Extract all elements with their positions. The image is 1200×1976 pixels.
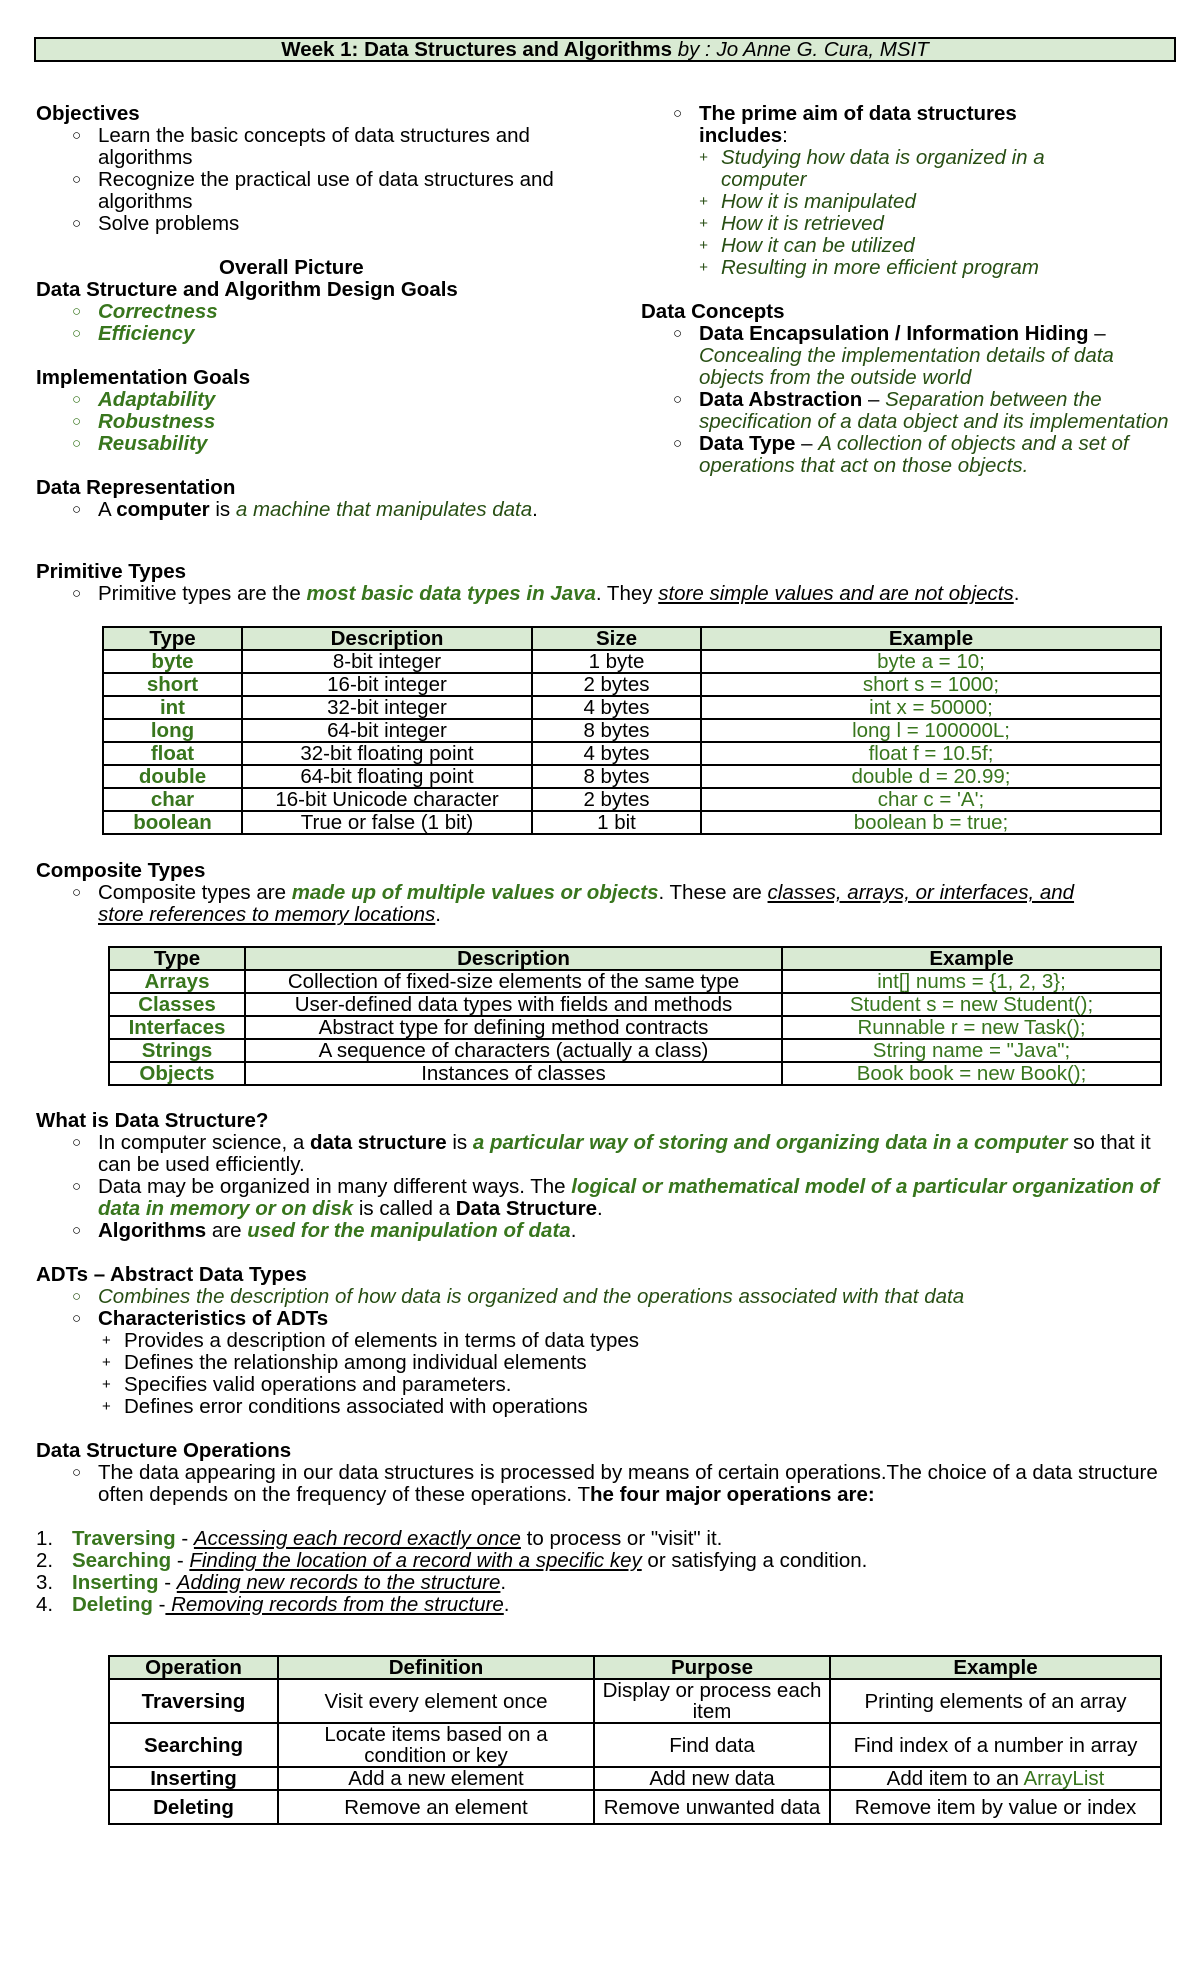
data-representation-heading: Data Representation — [36, 476, 236, 499]
column-header: Purpose — [594, 1656, 830, 1679]
what-is-ds-list — [72, 1132, 1172, 1242]
prime-aim-list — [673, 103, 1093, 279]
list-item: ○ Efficiency — [72, 323, 596, 345]
list-item: + How it can be utilized — [695, 235, 1093, 257]
list-item: ○ The prime aim of data structures includes: + Studying how data is organized in a computer + How it is manipulated + How it is retrieved + How it can be utilized + Resulting in more efficient program — [673, 103, 1093, 279]
table-cell: Display or process each item — [594, 1679, 830, 1723]
table-cell: 8 bytes — [532, 719, 701, 742]
list-item: + Studying how data is organized in a computer — [695, 147, 1093, 191]
table-cell: Find data — [594, 1723, 830, 1767]
table-row — [103, 673, 1161, 696]
table-cell: Searching — [109, 1723, 278, 1767]
list-item: + Provides a description of elements in terms of data types — [98, 1330, 1176, 1352]
table-cell: Find index of a number in array — [830, 1723, 1161, 1767]
column-header: Type — [103, 627, 242, 650]
column-header: Example — [782, 947, 1161, 970]
table-cell: byte a = 10; — [701, 650, 1161, 673]
table-row — [109, 1679, 1161, 1723]
overall-picture-heading: Overall Picture — [219, 256, 364, 279]
list-item: ○ Correctness — [72, 301, 596, 323]
table-row — [103, 788, 1161, 811]
table-cell: Remove an element — [278, 1790, 594, 1824]
table-cell: Remove item by value or index — [830, 1790, 1161, 1824]
table-row — [109, 1723, 1161, 1767]
table-cell: Interfaces — [109, 1016, 245, 1039]
table-cell: 2 bytes — [532, 673, 701, 696]
document-title — [34, 37, 1176, 62]
title-text: Week 1: Data Structures and Algorithms — [281, 38, 672, 61]
table-row — [103, 811, 1161, 834]
composite-types-table — [108, 946, 1162, 1086]
primitive-types-section — [36, 561, 1176, 605]
list-item: ○ Robustness — [72, 411, 596, 433]
table-cell: User-defined data types with fields and methods — [245, 993, 782, 1016]
column-header: Description — [242, 627, 532, 650]
design-goals-list — [72, 301, 596, 345]
table-cell: int — [103, 696, 242, 719]
list-item: 2. Searching - Finding the location of a record with a specific key or satisfying a condition. — [36, 1549, 868, 1572]
list-item: ○ Data Abstraction – Separation between the specification of a data object and its implementation — [673, 389, 1173, 433]
composite-types-heading: Composite Types — [36, 859, 206, 882]
table-header-row — [103, 627, 1161, 650]
table-cell: Deleting — [109, 1790, 278, 1824]
operations-intro — [72, 1462, 1172, 1506]
table-cell: Printing elements of an array — [830, 1679, 1161, 1723]
table-cell: 64-bit floating point — [242, 765, 532, 788]
list-item: ○ The data appearing in our data structures is processed by means of certain operations.The choice of a data structure often depends on the frequency of these operations. The four major operations are: — [72, 1462, 1172, 1506]
operations-numbered-list — [36, 1528, 1176, 1616]
table-cell: Runnable r = new Task(); — [782, 1016, 1161, 1039]
what-is-ds-heading: What is Data Structure? — [36, 1109, 269, 1132]
composite-types-section — [36, 860, 1176, 926]
table-cell: Remove unwanted data — [594, 1790, 830, 1824]
table-cell: 8 bytes — [532, 765, 701, 788]
table-cell: char — [103, 788, 242, 811]
table-cell: 32-bit floating point — [242, 742, 532, 765]
table-cell: 16-bit integer — [242, 673, 532, 696]
list-item: + How it is retrieved — [695, 213, 1093, 235]
list-item: ○ Adaptability — [72, 389, 596, 411]
table-cell: int x = 50000; — [701, 696, 1161, 719]
column-header: Definition — [278, 1656, 594, 1679]
table-row — [103, 719, 1161, 742]
table-row — [103, 742, 1161, 765]
table-cell: Visit every element once — [278, 1679, 594, 1723]
left-column — [36, 103, 596, 521]
list-item: 3. Inserting - Adding new records to the structure. — [36, 1571, 507, 1594]
table-cell: Add a new element — [278, 1767, 594, 1790]
implementation-goals-list — [72, 389, 596, 455]
author-text: by : Jo Anne G. Cura, MSIT — [677, 38, 929, 61]
representation-list — [72, 499, 572, 521]
table-cell: Add new data — [594, 1767, 830, 1790]
table-cell: Classes — [109, 993, 245, 1016]
table-cell: boolean — [103, 811, 242, 834]
table-header-row — [109, 947, 1161, 970]
list-item: + Specifies valid operations and parameters. — [98, 1374, 1176, 1396]
table-cell: 4 bytes — [532, 696, 701, 719]
list-item: ○ Recognize the practical use of data structures and algorithms — [72, 169, 592, 213]
what-is-data-structure-section — [36, 1110, 1176, 1616]
objectives-list — [72, 125, 592, 235]
list-item: ○ A computer is a machine that manipulates data. — [72, 499, 572, 521]
table-cell: byte — [103, 650, 242, 673]
list-item: + Defines error conditions associated with operations — [98, 1396, 1176, 1418]
table-cell: A sequence of characters (actually a class) — [245, 1039, 782, 1062]
operations-table — [108, 1655, 1162, 1825]
column-header: Example — [830, 1656, 1161, 1679]
table-cell: boolean b = true; — [701, 811, 1161, 834]
table-cell: 1 bit — [532, 811, 701, 834]
table-cell: Abstract type for defining method contracts — [245, 1016, 782, 1039]
list-item: ○ In computer science, a data structure is a particular way of storing and organizing data in a computer so that it can be used efficiently. — [72, 1132, 1172, 1176]
right-column — [641, 102, 1183, 477]
list-item: ○ Reusability — [72, 433, 596, 455]
list-item: ○ Solve problems — [72, 213, 592, 235]
primitive-desc — [72, 583, 1176, 605]
table-row — [103, 696, 1161, 719]
table-cell: float f = 10.5f; — [701, 742, 1161, 765]
operations-heading: Data Structure Operations — [36, 1439, 292, 1462]
column-header: Example — [701, 627, 1161, 650]
table-cell: Traversing — [109, 1679, 278, 1723]
table-cell: 1 byte — [532, 650, 701, 673]
prime-aim-sublist — [695, 147, 1093, 279]
adt-heading: ADTs – Abstract Data Types — [36, 1263, 307, 1286]
table-row — [109, 1062, 1161, 1085]
table-row — [109, 970, 1161, 993]
table-cell: int[] nums = {1, 2, 3}; — [782, 970, 1161, 993]
list-item: ○ Characteristics of ADTs + Provides a description of elements in terms of data types + Defines the relationship among individual elements + Specifies valid operations and parameters. + Defines error conditions associated with operations — [72, 1308, 1176, 1418]
list-item: ○ Data Encapsulation / Information Hiding – Concealing the implementation details of data objects from the outside world — [673, 323, 1173, 389]
list-item: ○ Combines the description of how data is organized and the operations associated with that data — [72, 1286, 1176, 1308]
list-item: 1. Traversing - Accessing each record exactly once to process or "visit" it. — [36, 1527, 723, 1550]
data-concepts-heading: Data Concepts — [641, 300, 785, 323]
table-row — [103, 765, 1161, 788]
table-cell: True or false (1 bit) — [242, 811, 532, 834]
list-item: ○ Learn the basic concepts of data structures and algorithms — [72, 125, 592, 169]
list-item: ○ Composite types are made up of multiple values or objects. These are classes, arrays, or interfaces, and store references to memory locations. — [72, 882, 1112, 926]
list-item: ○ Primitive types are the most basic data types in Java. They store simple values and are not objects. — [72, 583, 1176, 605]
table-row — [109, 1767, 1161, 1790]
table-cell: Locate items based on a condition or key — [278, 1723, 594, 1767]
table-cell: Arrays — [109, 970, 245, 993]
table-cell: double — [103, 765, 242, 788]
table-cell: Instances of classes — [245, 1062, 782, 1085]
table-row — [109, 1016, 1161, 1039]
table-cell: Inserting — [109, 1767, 278, 1790]
table-cell: long l = 100000L; — [701, 719, 1161, 742]
table-cell: Strings — [109, 1039, 245, 1062]
list-item: ○ Data Type – A collection of objects and a set of operations that act on those objects. — [673, 433, 1173, 477]
table-cell: Add item to an ArrayList — [830, 1767, 1161, 1790]
primitive-types-heading: Primitive Types — [36, 560, 187, 583]
list-item: ○ Data may be organized in many different ways. The logical or mathematical model of a particular organization of data in memory or on disk is called a Data Structure. — [72, 1176, 1172, 1220]
list-item: ○ Algorithms are used for the manipulation of data. — [72, 1220, 1172, 1242]
adt-characteristics — [98, 1330, 1176, 1418]
column-header: Description — [245, 947, 782, 970]
table-cell: 16-bit Unicode character — [242, 788, 532, 811]
objectives-heading: Objectives — [36, 102, 140, 125]
column-header: Size — [532, 627, 701, 650]
list-item: 4. Deleting - Removing records from the structure. — [36, 1593, 510, 1616]
table-cell: float — [103, 742, 242, 765]
table-row — [109, 1039, 1161, 1062]
column-header: Type — [109, 947, 245, 970]
list-item: + How it is manipulated — [695, 191, 1093, 213]
table-cell: short — [103, 673, 242, 696]
list-item: + Resulting in more efficient program — [695, 257, 1093, 279]
table-cell: Objects — [109, 1062, 245, 1085]
table-cell: Book book = new Book(); — [782, 1062, 1161, 1085]
table-cell: Student s = new Student(); — [782, 993, 1161, 1016]
table-header-row — [109, 1656, 1161, 1679]
table-cell: 2 bytes — [532, 788, 701, 811]
adt-list — [72, 1286, 1176, 1418]
table-cell: double d = 20.99; — [701, 765, 1161, 788]
data-concepts-list — [673, 323, 1173, 477]
table-cell: long — [103, 719, 242, 742]
implementation-goals-heading: Implementation Goals — [36, 366, 251, 389]
primitive-types-table — [102, 626, 1162, 835]
table-cell: char c = 'A'; — [701, 788, 1161, 811]
column-header: Operation — [109, 1656, 278, 1679]
design-goals-heading: Data Structure and Algorithm Design Goals — [36, 278, 458, 301]
table-row — [109, 1790, 1161, 1824]
table-cell: 32-bit integer — [242, 696, 532, 719]
table-cell: 8-bit integer — [242, 650, 532, 673]
table-cell: short s = 1000; — [701, 673, 1161, 696]
table-cell: String name = "Java"; — [782, 1039, 1161, 1062]
table-row — [109, 993, 1161, 1016]
table-row — [103, 650, 1161, 673]
table-cell: 4 bytes — [532, 742, 701, 765]
list-item: + Defines the relationship among individual elements — [98, 1352, 1176, 1374]
table-cell: 64-bit integer — [242, 719, 532, 742]
composite-desc — [72, 882, 1112, 926]
table-cell: Collection of fixed-size elements of the same type — [245, 970, 782, 993]
